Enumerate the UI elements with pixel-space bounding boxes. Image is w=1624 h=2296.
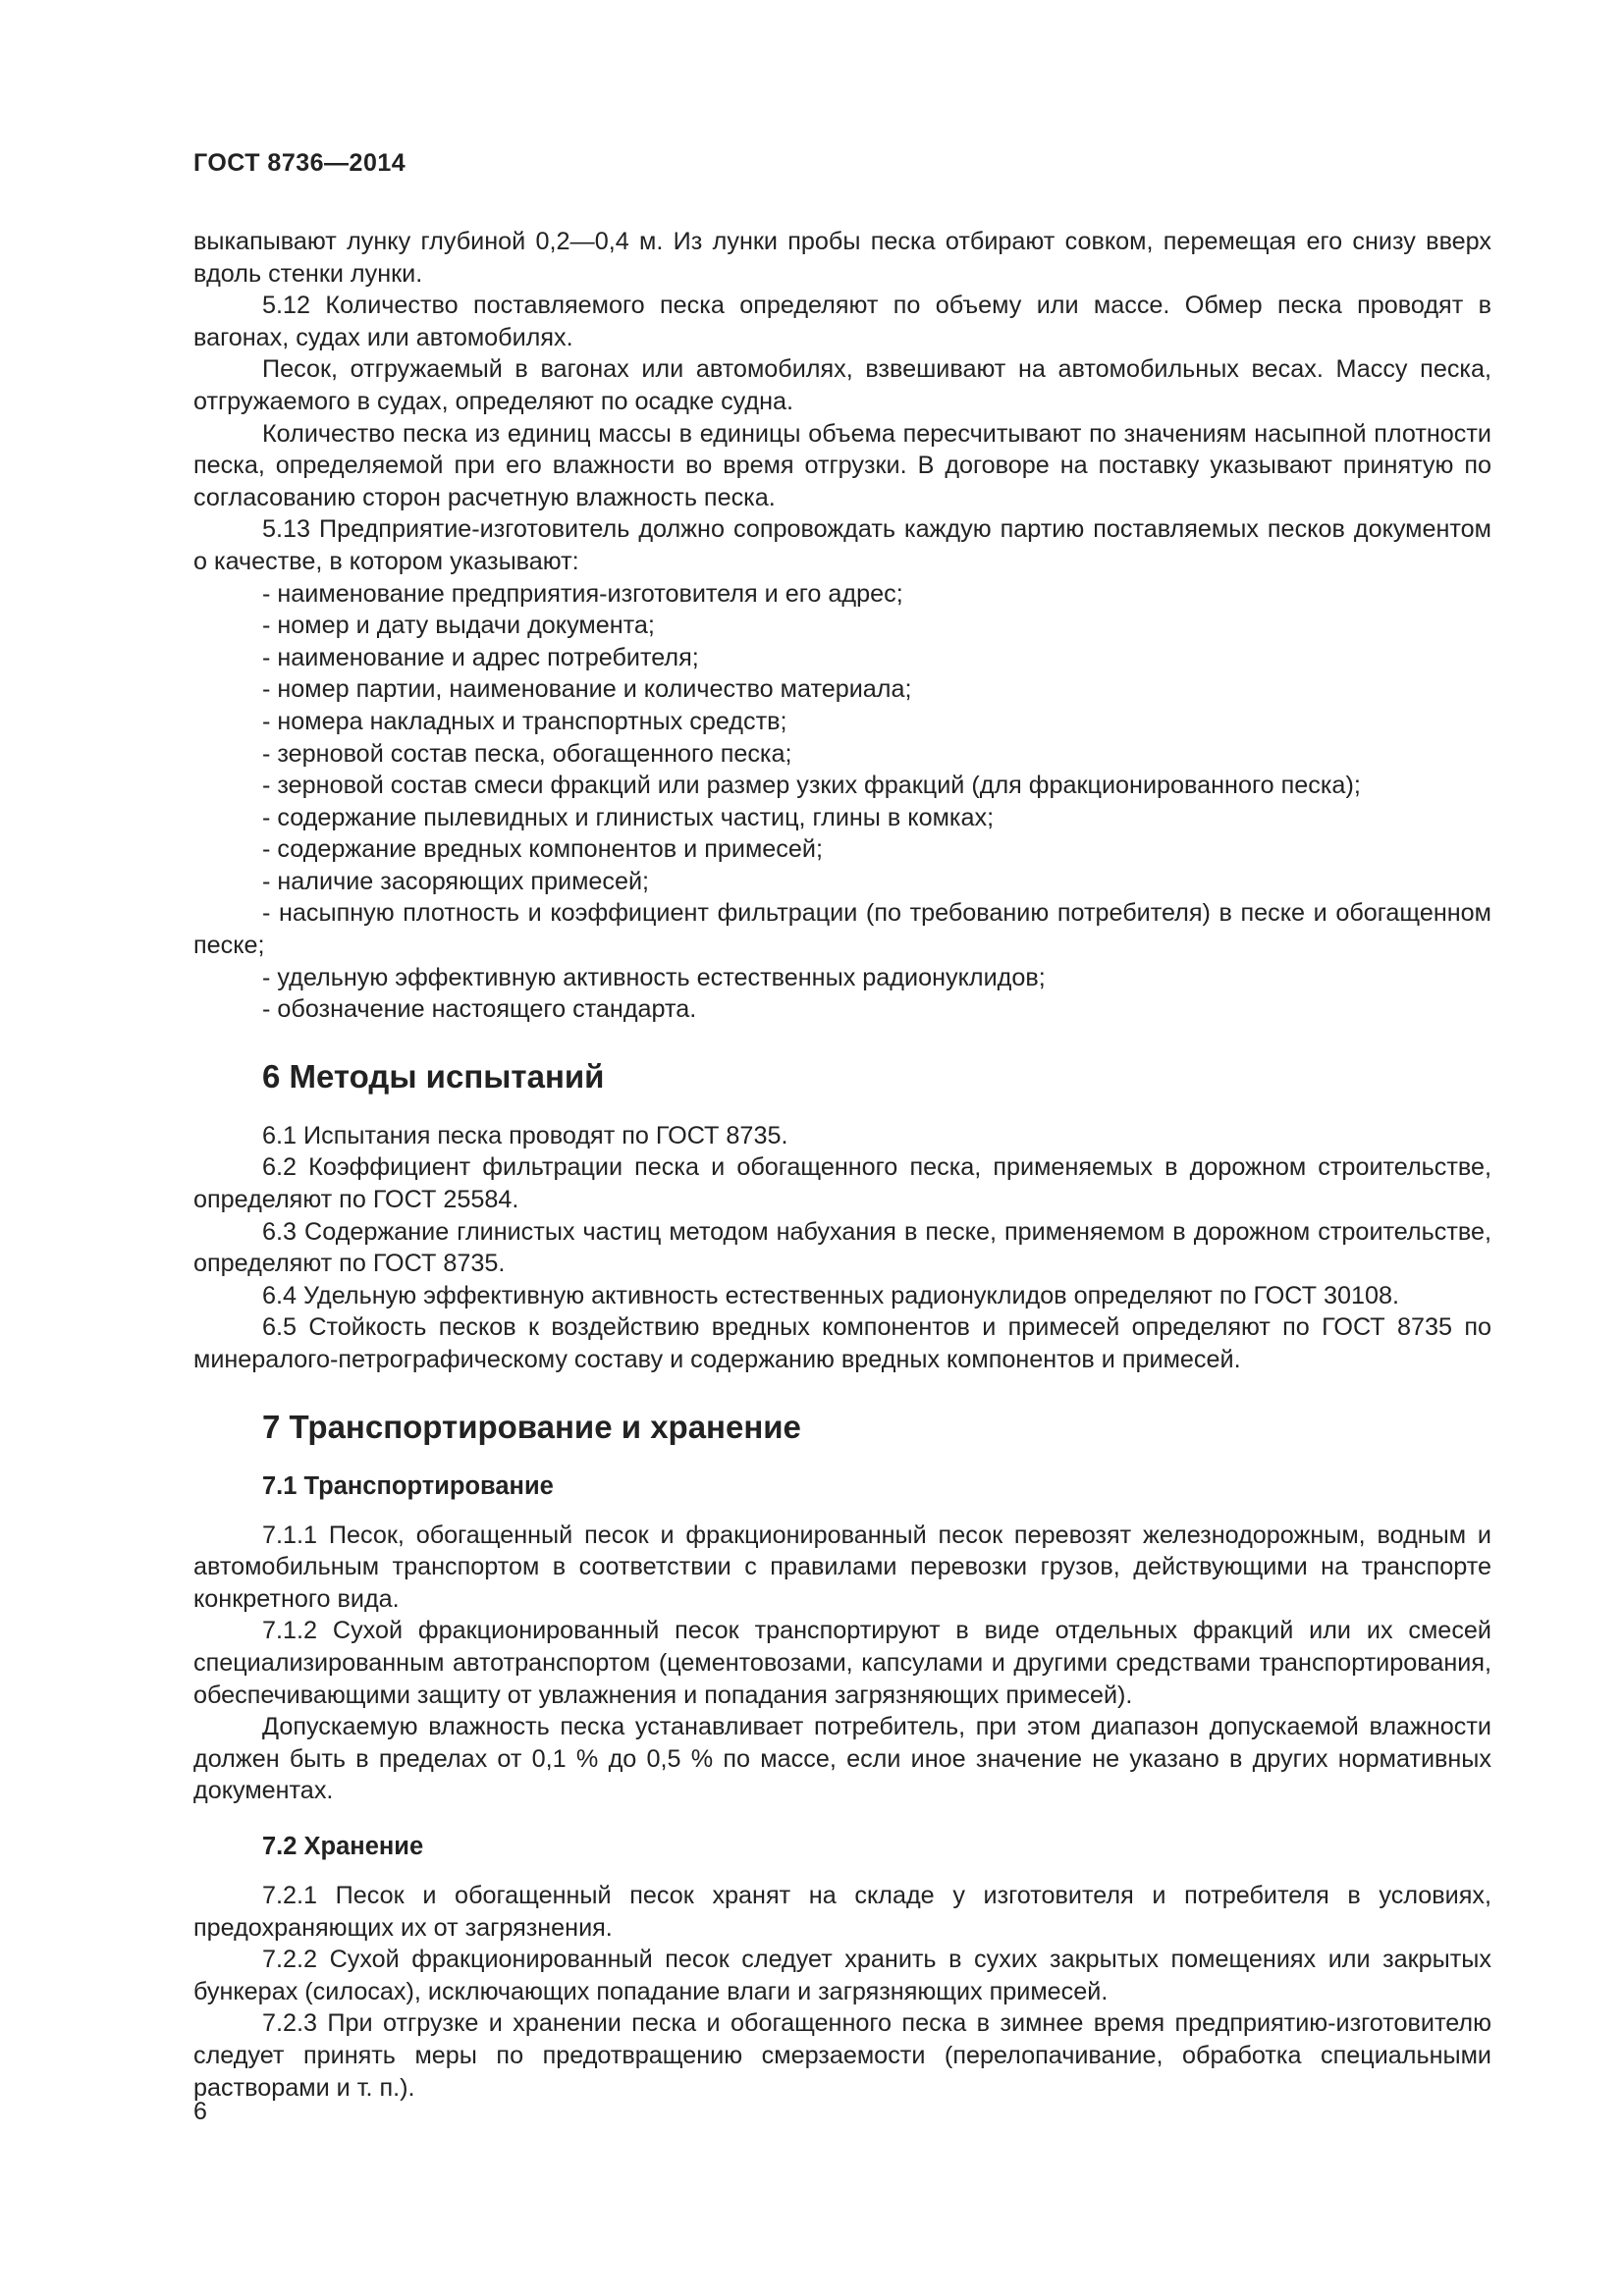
list-item: - обозначение настоящего стандарта. <box>262 995 697 1024</box>
paragraph-5-13: 5.13 Предприятие-изготовитель должно сопровождать каждую партию поставляемых песков документом о качестве, в котором указывают: <box>193 515 1491 575</box>
document-body <box>193 226 1491 2104</box>
paragraph-7-2-2: 7.2.2 Сухой фракционированный песок следует хранить в сухих закрытых помещениях или закрытых бункерах (силосах), исключающих попадание влаги и загрязняющих примесей. <box>193 1946 1491 2005</box>
paragraph-6-5: 6.5 Стойкость песков к воздействию вредных компонентов и примесей определяют по ГОСТ 8735 по минералого-петрографическому составу и содержанию вредных компонентов и примесей. <box>193 1313 1491 1373</box>
list-item: - номера накладных и транспортных средств; <box>262 707 787 735</box>
document-code-header: ГОСТ 8736—2014 <box>193 149 406 177</box>
list-item: - зерновой состав песка, обогащенного песка; <box>262 739 792 768</box>
paragraph-6-3: 6.3 Содержание глинистых частиц методом набухания в песке, применяемом в дорожном строительстве, определяют по ГОСТ 8735. <box>193 1217 1491 1278</box>
paragraph-6-1: 6.1 Испытания песка проводят по ГОСТ 8735. <box>262 1121 788 1149</box>
page-number: 6 <box>193 2098 207 2125</box>
paragraph-5-12-conversion: Количество песка из единиц массы в единицы объема пересчитывают по значениям насыпной плотности песка, определяемой при его влажности во время отгрузки. В договоре на поставку указывают принятую по согласованию сторон расчетную влажность песка. <box>193 419 1491 511</box>
section-6-title: 6 Методы испытаний <box>262 1057 605 1095</box>
list-item: - содержание вредных компонентов и примесей; <box>262 835 823 864</box>
list-item: - удельную эффективную активность естественных радионуклидов; <box>262 963 1046 991</box>
list-item: - зерновой состав смеси фракций или размер узких фракций (для фракционированного песка); <box>262 772 1361 800</box>
paragraph-7-1-2: 7.1.2 Сухой фракционированный песок транспортируют в виде отдельных фракций или их смесей специализированным автотранспортом (цементовозами, капсулами и другими средствами транспортирования, обеспечивающими защиту от увлажнения и попадания загрязняющих примесей). <box>193 1617 1491 1709</box>
list-item: - содержание пылевидных и глинистых частиц, глины в комках; <box>262 803 995 831</box>
paragraph-6-2: 6.2 Коэффициент фильтрации песка и обогащенного песка, применяемых в дорожном строительстве, определяют по ГОСТ 25584. <box>193 1153 1491 1214</box>
section-7-title: 7 Транспортирование и хранение <box>262 1408 801 1445</box>
paragraph-6-4: 6.4 Удельную эффективную активность естественных радионуклидов определяют по ГОСТ 30108. <box>262 1281 1400 1309</box>
subsection-7-1-title: 7.1 Транспортирование <box>262 1471 554 1500</box>
subsection-7-2-title: 7.2 Хранение <box>262 1832 424 1860</box>
list-item: - наличие засоряющих примесей; <box>262 867 650 895</box>
paragraph-7-2-1: 7.2.1 Песок и обогащенный песок хранят на складе у изготовителя и потребителя в условиях, предохраняющих их от загрязнения. <box>193 1881 1491 1942</box>
list-item: - наименование предприятия-изготовителя и его адрес; <box>262 579 903 608</box>
paragraph-7-1-1: 7.1.1 Песок, обогащенный песок и фракционированный песок перевозят железнодорожным, водным и автомобильным транспортом в соответствии с правилами перевозки грузов, действующими на транспорте конкретного вида. <box>193 1521 1491 1613</box>
quality-document-list <box>193 578 1491 1026</box>
paragraph-5-12-weighing: Песок, отгружаемый в вагонах или автомобилях, взвешивают на автомобильных весах. Массу песка, отгружаемого в судах, определяют по осадке судна. <box>193 355 1491 415</box>
paragraph-7-1-2-humidity: Допускаемую влажность песка устанавливает потребитель, при этом диапазон допускаемой влажности должен быть в пределах от 0,1 % до 0,5 % по массе, если иное значение не указано в других нормативных документах. <box>193 1713 1491 1805</box>
list-item: - номер партии, наименование и количество материала; <box>262 675 912 704</box>
list-item: - наименование и адрес потребителя; <box>262 643 699 671</box>
paragraph-5-12: 5.12 Количество поставляемого песка определяют по объему или массе. Обмер песка проводят в вагонах, судах или автомобилях. <box>193 292 1491 351</box>
list-item: - насыпную плотность и коэффициент фильтрации (по требованию потребителя) в песке и обогащенном песке; <box>193 899 1491 960</box>
paragraph-7-2-3: 7.2.3 При отгрузке и хранении песка и обогащенного песка в зимнее время предприятию-изготовителю следует принять меры по предотвращению смерзаемости (перелопачивание, обработка специальными растворами и т. п.). <box>193 2009 1491 2102</box>
list-item: - номер и дату выдачи документа; <box>262 612 655 640</box>
paragraph-continuation: выкапывают лунку глубиной 0,2—0,4 м. Из лунки пробы песка отбирают совком, перемещая его снизу вверх вдоль стенки лунки. <box>193 228 1491 288</box>
